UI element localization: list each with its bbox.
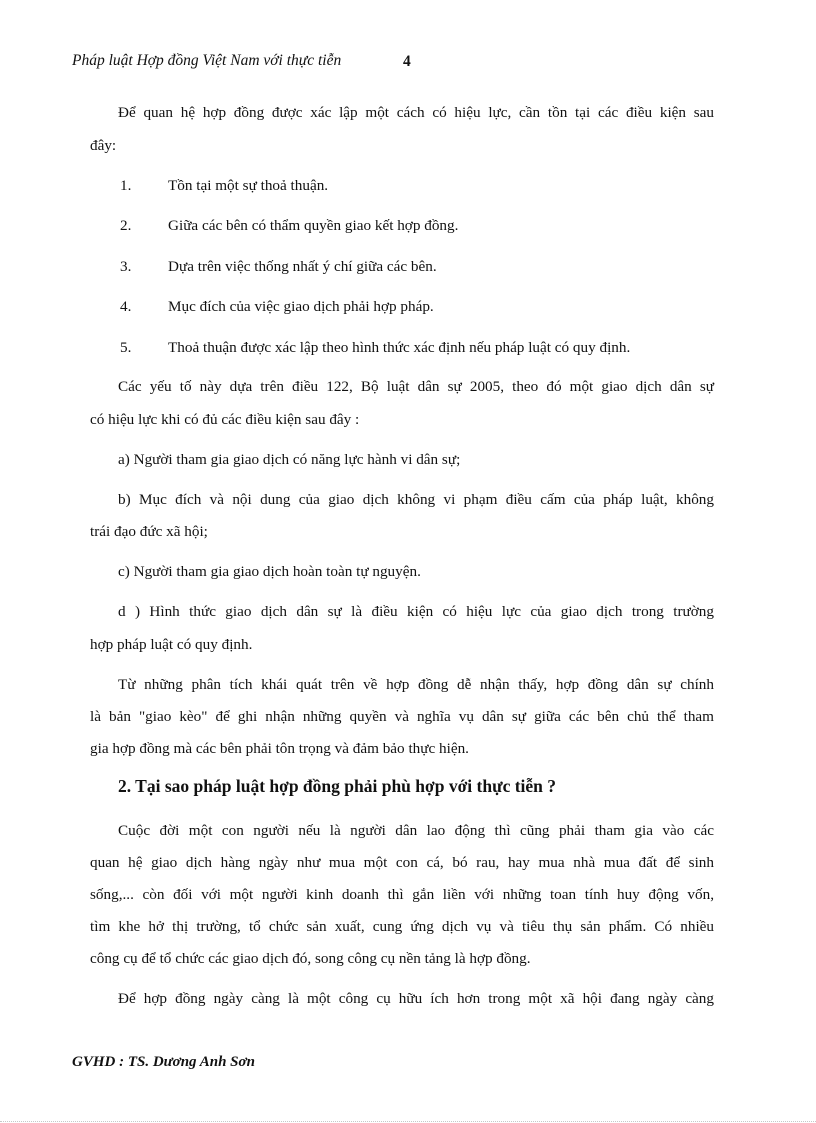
intro-line-1: Để quan hệ hợp đồng được xác lập một cách có hiệu lực, cần tồn tại các điều kiện sau [118,104,714,121]
condition-number: 4. [120,298,132,315]
basis-line-1: Các yếu tố này dựa trên điều 122, Bộ luật dân sự 2005, theo đó một giao dịch dân sự [118,378,714,395]
section2-para1-line: quan hệ giao dịch hàng ngày như mua một con cá, bó rau, hay mua nhà mua đất để sinh [90,854,714,871]
section2-para1-line: sống,... còn đối với một người kinh doanh thì gắn liền với những toan tính huy động vốn, [90,886,714,903]
condition-number: 1. [120,177,132,194]
clause-a: a) Người tham gia giao dịch có năng lực hành vi dân sự; [118,451,461,468]
condition-text: Tồn tại một sự thoả thuận. [168,177,329,194]
condition-text: Mục đích của việc giao dịch phải hợp pháp. [168,298,434,315]
clause-c: c) Người tham gia giao dịch hoàn toàn tự nguyện. [118,563,421,580]
basis-line-2: có hiệu lực khi có đủ các điều kiện sau đây : [90,411,360,428]
page-number: 4 [403,53,411,70]
running-footer: GVHD : TS. Dương Anh Sơn [72,1054,255,1070]
clause-d-line-2: hợp pháp luật có quy định. [90,636,253,653]
clause-b-line-2: trái đạo đức xã hội; [90,523,208,540]
clause-d-line-1: d ) Hình thức giao dịch dân sự là điều kiện có hiệu lực của giao dịch trong trường [118,603,714,620]
header-title: Pháp luật Hợp đồng Việt Nam với thực tiễn [72,52,342,69]
section2-para1-line: công cụ để tổ chức các giao dịch đó, song công cụ nền tảng là hợp đồng. [90,950,531,967]
conclusion-line-1: Từ những phân tích khái quát trên về hợp đồng dễ nhận thấy, hợp đồng dân sự chính [118,676,714,693]
condition-text: Thoả thuận được xác lập theo hình thức xác định nếu pháp luật có quy định. [168,339,631,356]
condition-text: Giữa các bên có thẩm quyền giao kết hợp đồng. [168,217,459,234]
clause-b-line-1: b) Mục đích và nội dung của giao dịch không vi phạm điều cấm của pháp luật, không [118,491,714,508]
section2-para1-line: tìm khe hở thị trường, tổ chức sản xuất, cung ứng dịch vụ và tiêu thụ sản phẩm. Có nhiều [90,918,714,935]
section-heading: 2. Tại sao pháp luật hợp đồng phải phù hợp với thực tiễn ? [118,776,557,796]
running-header [72,52,411,70]
condition-text: Dựa trên việc thống nhất ý chí giữa các bên. [168,258,437,275]
conclusion-line-3: gia hợp đồng mà các bên phải tôn trọng và đảm bảo thực hiện. [90,740,469,757]
condition-number: 2. [120,217,132,234]
section2-para2-line: Để hợp đồng ngày càng là một công cụ hữu ích hơn trong một xã hội đang ngày càng [118,990,714,1007]
condition-number: 3. [120,258,132,275]
section2-para1-line: Cuộc đời một con người nếu là người dân lao động thì cũng phải tham gia vào các [118,822,714,839]
intro-line-2: đây: [90,137,117,154]
page-edge-divider [0,1121,816,1122]
condition-number: 5. [120,339,132,356]
conclusion-line-2: là bản "giao kèo" để ghi nhận những quyền và nghĩa vụ dân sự giữa các bên chủ thể tham [90,708,714,725]
